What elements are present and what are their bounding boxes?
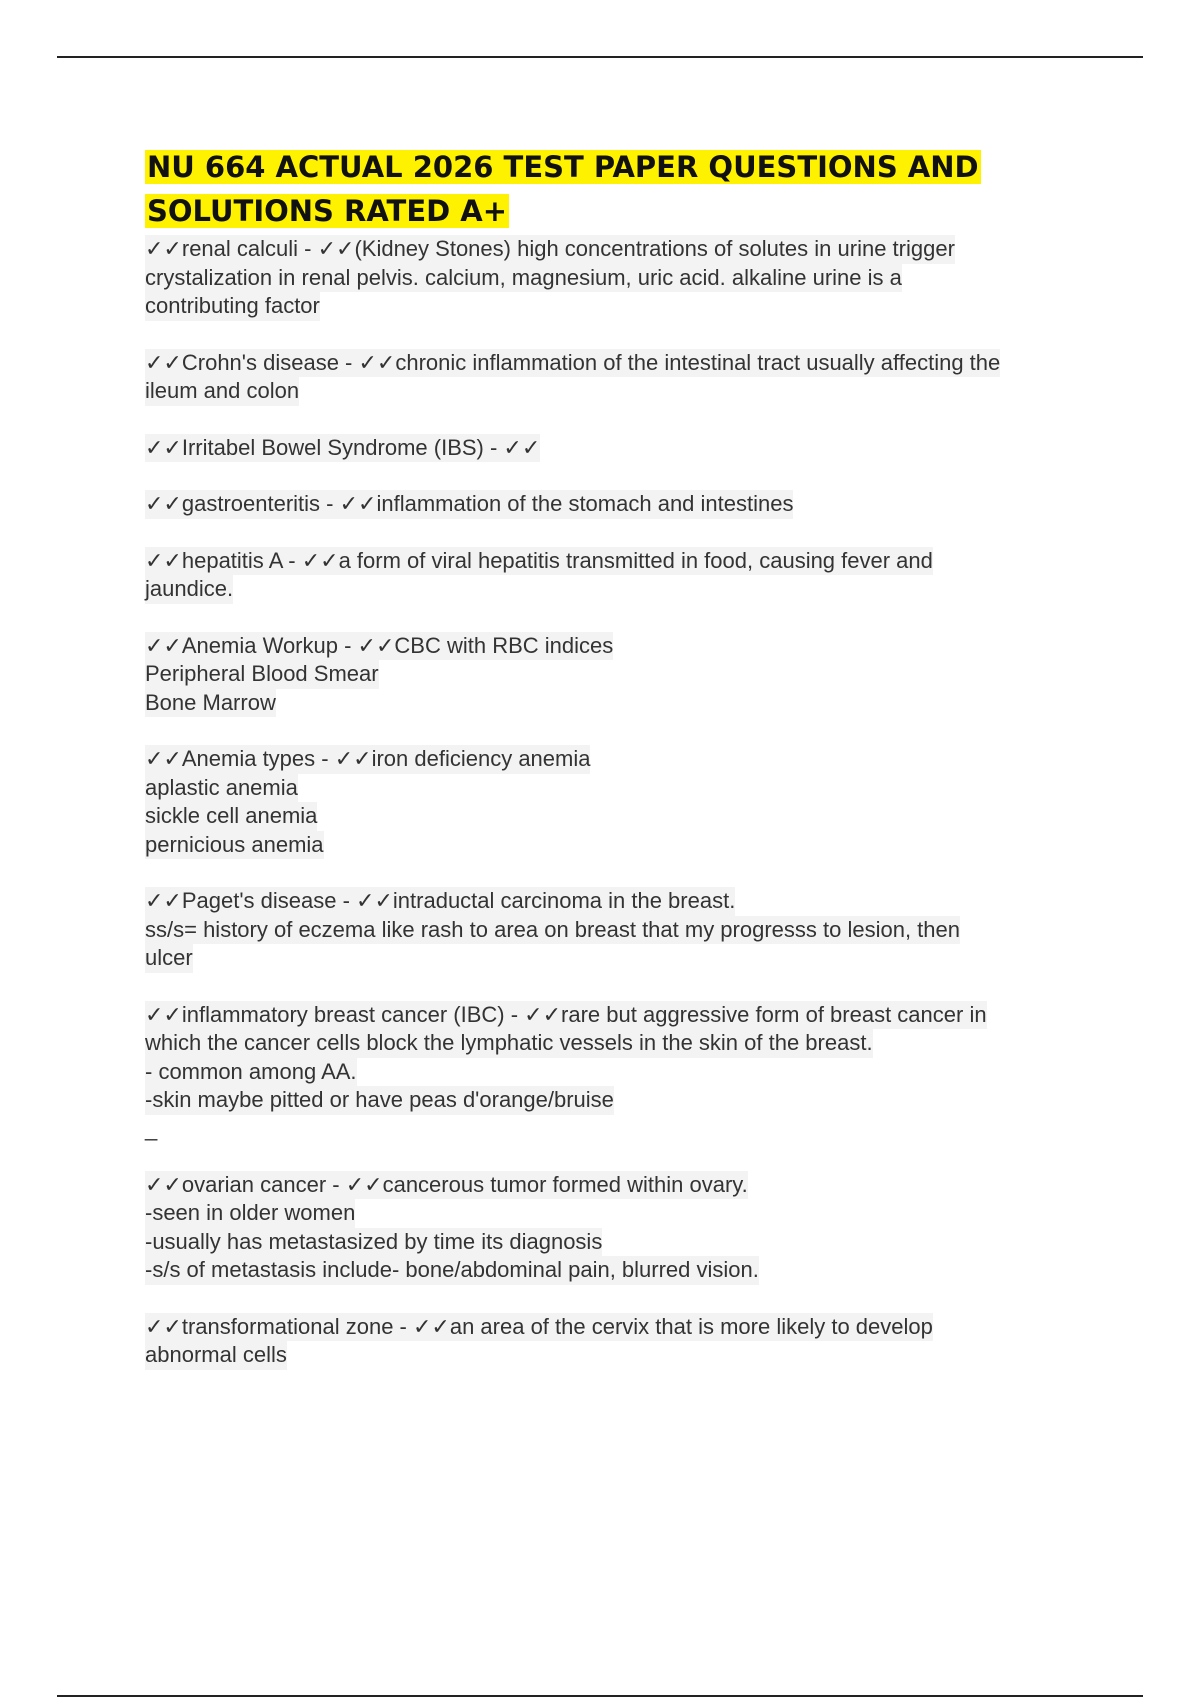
entry-line: which the cancer cells block the lymphatic vessels in the skin of the breast. <box>145 1029 873 1058</box>
entry-line: -skin maybe pitted or have peas d'orange/bruise <box>145 1086 614 1115</box>
entry-renal-calculi <box>145 235 1105 321</box>
bottom-rule <box>57 1695 1143 1697</box>
entry-term: ✓✓Paget's disease - ✓✓intraductal carcinoma in the breast. <box>145 887 735 916</box>
top-rule <box>57 56 1143 58</box>
entry-line: abnormal cells <box>145 1341 287 1370</box>
entry-line: -usually has metastasized by time its diagnosis <box>145 1228 602 1257</box>
entry-inflammatory-breast-cancer <box>145 1001 1105 1143</box>
entry-anemia-types <box>145 745 1105 859</box>
entry-pagets-disease <box>145 887 1105 973</box>
entry-line: contributing factor <box>145 292 320 321</box>
entry-anemia-workup <box>145 632 1105 718</box>
entry-line: _ <box>145 1115 158 1141</box>
title-line-1: NU 664 ACTUAL 2026 TEST PAPER QUESTIONS AND <box>147 150 979 184</box>
entry-term: ✓✓ovarian cancer - ✓✓cancerous tumor formed within ovary. <box>145 1171 748 1200</box>
entry-term: ✓✓transformational zone - ✓✓an area of the cervix that is more likely to develop <box>145 1313 933 1342</box>
entry-line: Peripheral Blood Smear <box>145 660 379 689</box>
entry-ibs <box>145 434 1105 463</box>
entry-line: jaundice. <box>145 575 233 604</box>
entry-line: - common among AA. <box>145 1058 357 1087</box>
entry-hepatitis-a <box>145 547 1105 604</box>
entry-crohns-disease <box>145 349 1105 406</box>
entry-ovarian-cancer <box>145 1171 1105 1285</box>
entry-line: ss/s= history of eczema like rash to area on breast that my progresss to lesion, then <box>145 916 960 945</box>
entry-transformational-zone <box>145 1313 1105 1370</box>
entry-term: ✓✓renal calculi - ✓✓(Kidney Stones) high concentrations of solutes in urine trigger <box>145 235 955 264</box>
entry-term: ✓✓Irritabel Bowel Syndrome (IBS) - ✓✓ <box>145 434 540 463</box>
title-line-2: SOLUTIONS RATED A+ <box>147 194 508 228</box>
entry-gastroenteritis <box>145 490 1105 519</box>
entry-line: sickle cell anemia <box>145 802 317 831</box>
entry-term: ✓✓hepatitis A - ✓✓a form of viral hepatitis transmitted in food, causing fever and <box>145 547 933 576</box>
entry-line: ulcer <box>145 944 193 973</box>
entry-line: aplastic anemia <box>145 774 298 803</box>
entry-term: ✓✓Anemia Workup - ✓✓CBC with RBC indices <box>145 632 613 661</box>
entry-term: ✓✓gastroenteritis - ✓✓inflammation of the stomach and intestines <box>145 490 793 519</box>
entry-line: Bone Marrow <box>145 689 276 718</box>
entry-line: ileum and colon <box>145 377 299 406</box>
entry-term: ✓✓inflammatory breast cancer (IBC) - ✓✓rare but aggressive form of breast cancer in <box>145 1001 987 1030</box>
entry-term: ✓✓Anemia types - ✓✓iron deficiency anemia <box>145 745 590 774</box>
entry-line: crystalization in renal pelvis. calcium, magnesium, uric acid. alkaline urine is a <box>145 264 902 293</box>
document-title <box>145 145 1105 233</box>
entry-line: -s/s of metastasis include- bone/abdominal pain, blurred vision. <box>145 1256 759 1285</box>
entry-line: pernicious anemia <box>145 831 324 860</box>
document-body <box>145 145 1105 1398</box>
entry-term: ✓✓Crohn's disease - ✓✓chronic inflammation of the intestinal tract usually affecting the <box>145 349 1000 378</box>
entry-line: -seen in older women <box>145 1199 355 1228</box>
